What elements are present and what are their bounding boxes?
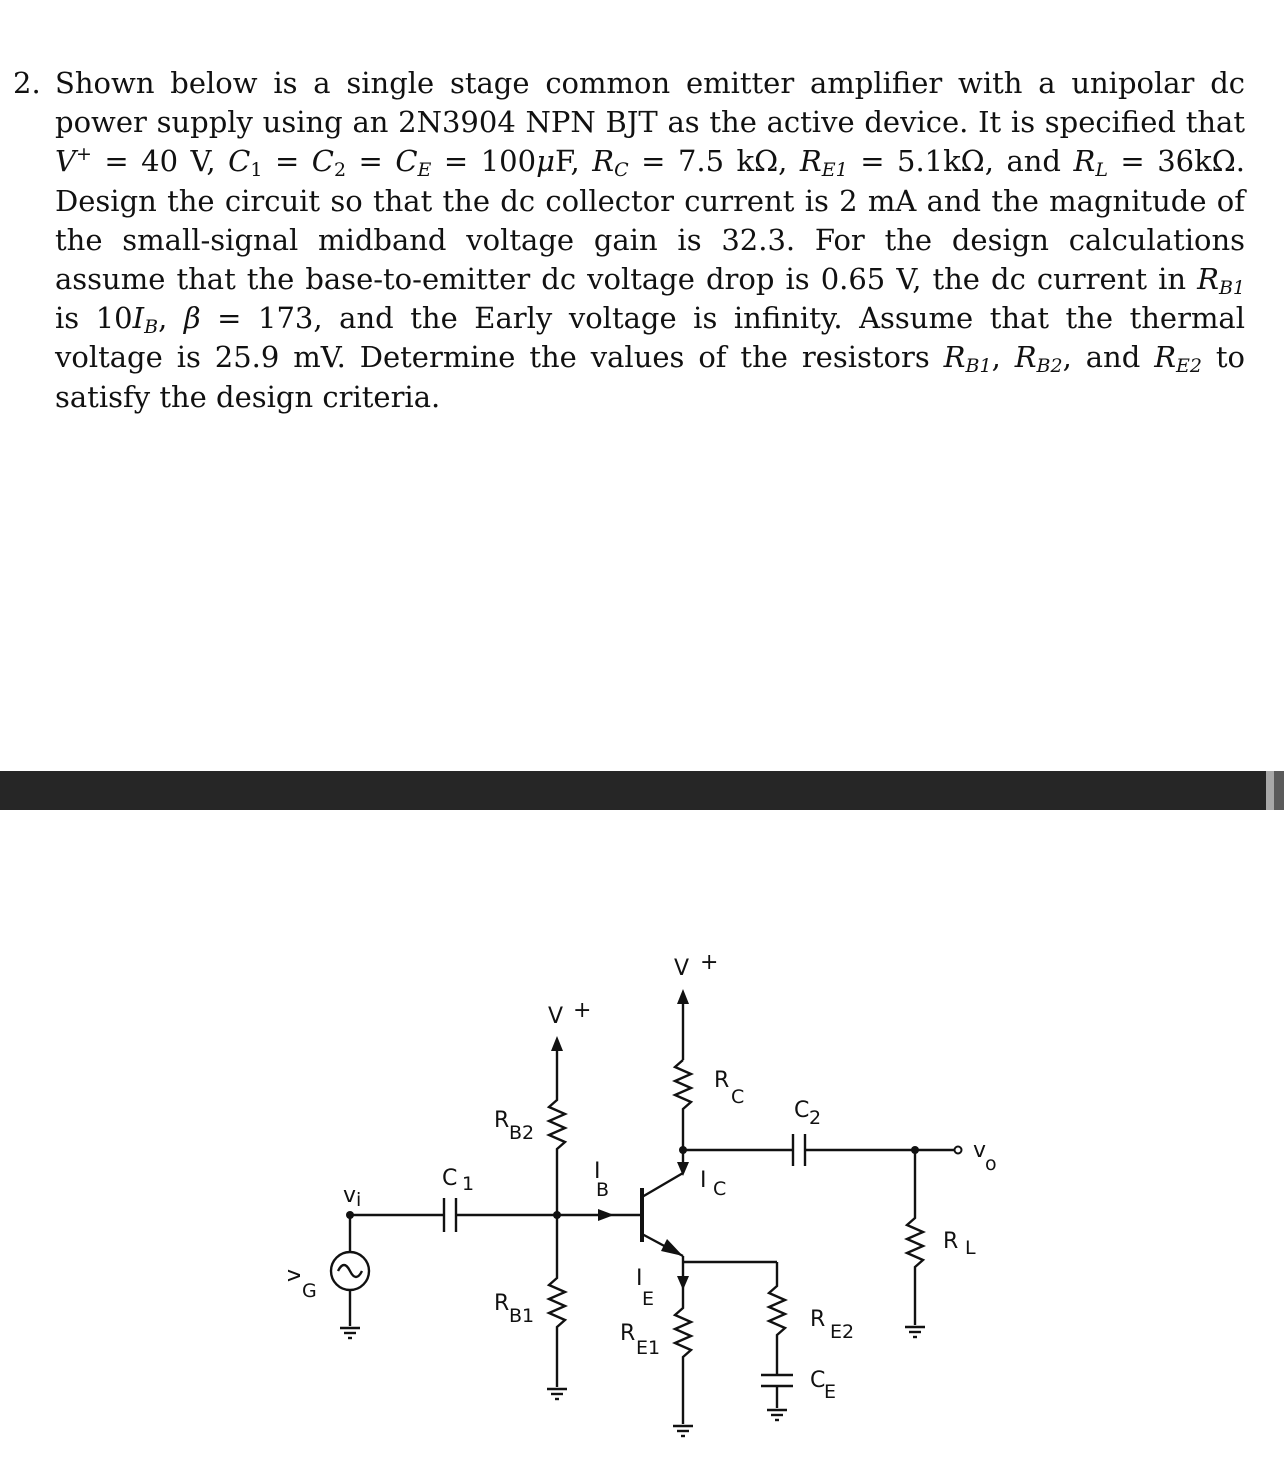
vplus-left-label: V (548, 1004, 564, 1029)
re1-sub: E1 (636, 1337, 661, 1359)
vi-sub: i (356, 1189, 362, 1211)
re2-label: R (810, 1307, 826, 1332)
re1-label: R (620, 1321, 636, 1346)
problem-number: 2. (13, 66, 41, 100)
ie-sub: E (642, 1288, 655, 1310)
vplus-left-arrow (551, 1036, 563, 1070)
rc-label: R (714, 1068, 730, 1093)
npn-transistor (642, 1150, 683, 1256)
ce-sub: E (824, 1381, 837, 1403)
vg-sub: G (302, 1280, 317, 1302)
rb1-resistor (549, 1215, 565, 1387)
ground-rl (905, 1327, 925, 1337)
c1-sub: 1 (462, 1173, 475, 1195)
ground-ce (767, 1410, 787, 1420)
rb1-label: R (494, 1291, 510, 1316)
ie-arrow (677, 1276, 689, 1290)
ground-rb1 (547, 1389, 567, 1399)
scrollbar[interactable] (1266, 771, 1284, 810)
vplus-right-sup: + (700, 950, 719, 975)
vo-label: v (973, 1138, 987, 1163)
rb1-sub: B1 (509, 1305, 535, 1327)
problem-text: Shown below is a single stage common emitter amplifier with a unipolar dc power supply using an 2N3904 NPN BJT as the active device. It is specified that V+ = 40 V, $C_1 = C_2 = C_E = 100\mu F$, $R_C = 7.5$ kΩ, $R_{E1} = 5.1k\Omega$, and $R_L = 36k\Omega$. Design the circuit so that the dc collector current is 2 mA and the magnitude of the small-signal midband voltage gain is 32.3. For the design calculations assume that the base-to-emitter dc voltage drop is 0.65 V, the dc current in $R_{B1}$ is $10I_B$, β = 173, and the Early voltage is infinity. Assume that the thermal voltage is 25.9 mV. Determine the values of the resistors $R_{B1}$, $R_{B2}$, and $R_{E2}$ to satisfy the design criteria. (55, 66, 1246, 414)
ground-source (340, 1328, 360, 1338)
vplus-right-label: V (674, 956, 690, 981)
c1-label: C (442, 1166, 458, 1191)
rl-resistor (907, 1150, 923, 1325)
ic-sub: C (713, 1178, 727, 1200)
re1-resistor (675, 1300, 691, 1424)
ib-label: I (594, 1159, 601, 1184)
rb2-label: R (494, 1108, 510, 1133)
c2-label: C (794, 1098, 810, 1123)
rc-sub: C (731, 1086, 745, 1108)
c1-capacitor (444, 1198, 456, 1232)
rc-resistor (675, 1060, 691, 1150)
ib-arrow (598, 1209, 614, 1221)
divider-bar (0, 771, 1266, 810)
rb2-resistor (549, 1070, 565, 1215)
vi-label: v (343, 1183, 357, 1208)
ce-label: C (810, 1368, 826, 1393)
rl-label: R (943, 1229, 959, 1254)
ie-label: I (636, 1266, 643, 1291)
rb2-sub: B2 (509, 1122, 535, 1144)
c2-sub: 2 (809, 1107, 822, 1129)
re2-sub: E2 (830, 1321, 855, 1343)
ce-capacitor (761, 1375, 793, 1386)
rl-sub: L (965, 1237, 976, 1259)
sine-icon (338, 1265, 362, 1277)
c2-capacitor (793, 1134, 805, 1166)
vo-sub: o (985, 1153, 997, 1175)
re2-resistor (769, 1262, 785, 1375)
vg-label: v (281, 1268, 306, 1282)
ground-re1 (673, 1426, 693, 1436)
vo-terminal (955, 1147, 962, 1154)
ic-arrow (677, 1162, 689, 1176)
circuit-diagram (0, 940, 1284, 1468)
ib-sub: B (596, 1179, 610, 1201)
vplus-right-arrow (677, 989, 689, 1060)
base-node (553, 1211, 561, 1219)
vplus-left-sup: + (573, 998, 592, 1023)
ic-label: I (700, 1168, 707, 1193)
